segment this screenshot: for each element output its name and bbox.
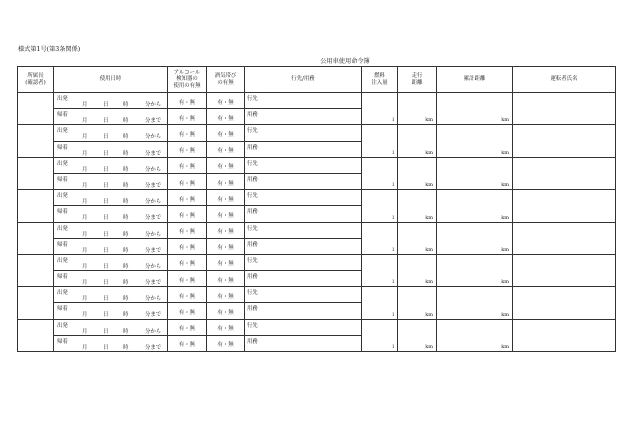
- depart-label: 出発: [57, 128, 68, 135]
- distance-cell[interactable]: km: [398, 93, 437, 125]
- distance-cell[interactable]: km: [398, 222, 437, 254]
- return-label: 帰着: [57, 274, 68, 281]
- hour-unit: 時: [123, 344, 129, 351]
- distance-cell[interactable]: km: [398, 190, 437, 222]
- breath-alcohol-return[interactable]: 有・無: [207, 141, 245, 157]
- cumulative-distance-cell[interactable]: km: [437, 190, 513, 222]
- minute-from-unit: 分から: [145, 134, 162, 141]
- fuel-cell[interactable]: l: [362, 190, 398, 222]
- depart-label: 出発: [57, 322, 68, 329]
- return-label: 帰着: [57, 338, 68, 345]
- day-unit: 日: [103, 166, 109, 173]
- breath-alcohol-depart[interactable]: 有・無: [207, 93, 245, 109]
- breath-alcohol-depart[interactable]: 有・無: [207, 287, 245, 303]
- day-unit: 日: [103, 344, 109, 351]
- hour-unit: 時: [123, 118, 129, 125]
- header-driver-name: 運転者氏名: [513, 67, 616, 93]
- return-label: 帰着: [57, 209, 68, 216]
- fuel-cell[interactable]: l: [362, 157, 398, 189]
- day-unit: 日: [103, 215, 109, 222]
- month-unit: 月: [82, 199, 88, 206]
- month-unit: 月: [82, 231, 88, 238]
- return-time-cell[interactable]: [54, 303, 168, 319]
- day-unit: 日: [103, 102, 109, 108]
- depart-time-cell[interactable]: [54, 222, 168, 238]
- cumulative-distance-cell[interactable]: km: [437, 157, 513, 189]
- cumulative-distance-cell[interactable]: km: [437, 125, 513, 157]
- alcohol-detector-return[interactable]: 有・無: [168, 173, 207, 189]
- hour-unit: 時: [123, 102, 129, 108]
- minute-from-unit: 分から: [145, 166, 162, 173]
- breath-alcohol-depart[interactable]: 有・無: [207, 254, 245, 270]
- month-unit: 月: [82, 263, 88, 270]
- alcohol-detector-depart[interactable]: 有・無: [168, 319, 207, 335]
- breath-alcohol-return[interactable]: 有・無: [207, 271, 245, 287]
- month-unit: 月: [82, 328, 88, 335]
- month-unit: 月: [82, 280, 88, 287]
- return-label: 帰着: [57, 112, 68, 119]
- day-unit: 日: [103, 280, 109, 287]
- entry-row-depart: [18, 93, 616, 109]
- breath-alcohol-depart[interactable]: 有・無: [207, 190, 245, 206]
- day-unit: 日: [103, 263, 109, 270]
- hour-unit: 時: [123, 231, 129, 238]
- return-label: 帰着: [57, 306, 68, 313]
- day-unit: 日: [103, 182, 109, 189]
- return-label: 帰着: [57, 144, 68, 151]
- day-unit: 日: [103, 199, 109, 206]
- errand-cell[interactable]: 用務: [245, 173, 362, 189]
- header-fuel: 燃料 注入量: [362, 67, 398, 93]
- breath-alcohol-return[interactable]: 有・無: [207, 206, 245, 222]
- minute-until-unit: 分まで: [145, 247, 162, 254]
- alcohol-detector-depart[interactable]: 有・無: [168, 222, 207, 238]
- driver-name-cell[interactable]: [513, 93, 616, 125]
- fuel-cell[interactable]: l: [362, 93, 398, 125]
- fuel-cell[interactable]: l: [362, 125, 398, 157]
- minute-from-unit: 分から: [145, 328, 162, 335]
- day-unit: 日: [103, 150, 109, 157]
- month-unit: 月: [82, 166, 88, 173]
- driver-name-cell[interactable]: [513, 125, 616, 157]
- driver-name-cell[interactable]: [513, 319, 616, 351]
- alcohol-detector-return[interactable]: 有・無: [168, 335, 207, 351]
- depart-label: 出発: [57, 193, 68, 200]
- return-time-cell[interactable]: [54, 109, 168, 125]
- alcohol-detector-return[interactable]: 有・無: [168, 206, 207, 222]
- hour-unit: 時: [123, 312, 129, 319]
- depart-time-cell[interactable]: [54, 157, 168, 173]
- depart-time-cell[interactable]: [54, 287, 168, 303]
- alcohol-detector-depart[interactable]: 有・無: [168, 287, 207, 303]
- hour-unit: 時: [123, 215, 129, 222]
- hour-unit: 時: [123, 134, 129, 141]
- fuel-cell[interactable]: l: [362, 222, 398, 254]
- minute-from-unit: 分から: [145, 231, 162, 238]
- day-unit: 日: [103, 134, 109, 141]
- hour-unit: 時: [123, 296, 129, 303]
- vehicle-usage-table: [17, 66, 616, 352]
- minute-until-unit: 分まで: [145, 118, 162, 125]
- hour-unit: 時: [123, 150, 129, 157]
- day-unit: 日: [103, 312, 109, 319]
- minute-from-unit: 分から: [145, 199, 162, 206]
- entry-row-depart: [18, 125, 616, 141]
- form-number: 様式第1号(第3条関係): [18, 46, 81, 53]
- return-time-cell[interactable]: [54, 271, 168, 287]
- distance-cell[interactable]: km: [398, 319, 437, 351]
- alcohol-detector-return[interactable]: 有・無: [168, 271, 207, 287]
- breath-alcohol-return[interactable]: 有・無: [207, 173, 245, 189]
- driver-name-cell[interactable]: [513, 222, 616, 254]
- destination-cell[interactable]: 行先: [245, 125, 362, 141]
- header-distance: 走行 距離: [398, 67, 437, 93]
- alcohol-detector-return[interactable]: 有・無: [168, 141, 207, 157]
- alcohol-detector-return[interactable]: 有・無: [168, 238, 207, 254]
- month-unit: 月: [82, 247, 88, 254]
- return-time-cell[interactable]: [54, 141, 168, 157]
- breath-alcohol-return[interactable]: 有・無: [207, 335, 245, 351]
- errand-cell[interactable]: 用務: [245, 206, 362, 222]
- supervisor-cell[interactable]: [18, 93, 54, 125]
- alcohol-detector-depart[interactable]: 有・無: [168, 190, 207, 206]
- hour-unit: 時: [123, 166, 129, 173]
- distance-cell[interactable]: km: [398, 157, 437, 189]
- month-unit: 月: [82, 296, 88, 303]
- day-unit: 日: [103, 247, 109, 254]
- errand-cell[interactable]: 用務: [245, 335, 362, 351]
- breath-alcohol-return[interactable]: 有・無: [207, 303, 245, 319]
- supervisor-cell[interactable]: [18, 222, 54, 254]
- supervisor-cell[interactable]: [18, 254, 54, 286]
- destination-cell[interactable]: 行先: [245, 222, 362, 238]
- alcohol-detector-depart[interactable]: 有・無: [168, 157, 207, 173]
- header-cumulative-distance: 累計距離: [437, 67, 513, 93]
- alcohol-detector-return[interactable]: 有・無: [168, 109, 207, 125]
- hour-unit: 時: [123, 182, 129, 189]
- breath-alcohol-depart[interactable]: 有・無: [207, 125, 245, 141]
- depart-time-cell[interactable]: [54, 190, 168, 206]
- errand-cell[interactable]: 用務: [245, 271, 362, 287]
- alcohol-detector-depart[interactable]: 有・無: [168, 125, 207, 141]
- fuel-cell[interactable]: l: [362, 287, 398, 319]
- depart-label: 出発: [57, 290, 68, 297]
- minute-from-unit: 分から: [145, 296, 162, 303]
- depart-label: 出発: [57, 225, 68, 232]
- supervisor-cell[interactable]: [18, 157, 54, 189]
- depart-time-cell[interactable]: [54, 254, 168, 270]
- distance-cell[interactable]: km: [398, 254, 437, 286]
- driver-name-cell[interactable]: [513, 287, 616, 319]
- alcohol-detector-return[interactable]: 有・無: [168, 303, 207, 319]
- supervisor-cell[interactable]: [18, 287, 54, 319]
- return-label: 帰着: [57, 176, 68, 183]
- destination-cell[interactable]: 行先: [245, 157, 362, 173]
- destination-cell[interactable]: 行先: [245, 319, 362, 335]
- minute-from-unit: 分から: [145, 263, 162, 270]
- minute-until-unit: 分まで: [145, 312, 162, 319]
- distance-cell[interactable]: km: [398, 287, 437, 319]
- return-time-cell[interactable]: [54, 335, 168, 351]
- header-usage-datetime: 使用日時: [54, 67, 168, 93]
- cumulative-distance-cell[interactable]: km: [437, 287, 513, 319]
- destination-cell[interactable]: 行先: [245, 254, 362, 270]
- month-unit: 月: [82, 215, 88, 222]
- driver-name-cell[interactable]: [513, 157, 616, 189]
- minute-until-unit: 分まで: [145, 182, 162, 189]
- breath-alcohol-return[interactable]: 有・無: [207, 109, 245, 125]
- supervisor-cell[interactable]: [18, 125, 54, 157]
- depart-time-cell[interactable]: [54, 319, 168, 335]
- depart-label: 出発: [57, 160, 68, 167]
- entry-row-depart: [18, 222, 616, 238]
- minute-from-unit: 分から: [145, 102, 162, 108]
- fuel-cell[interactable]: l: [362, 254, 398, 286]
- month-unit: 月: [82, 118, 88, 125]
- day-unit: 日: [103, 118, 109, 125]
- month-unit: 月: [82, 344, 88, 351]
- return-label: 帰着: [57, 241, 68, 248]
- cumulative-distance-cell[interactable]: km: [437, 319, 513, 351]
- destination-cell[interactable]: 行先: [245, 190, 362, 206]
- supervisor-cell[interactable]: [18, 190, 54, 222]
- entry-row-depart: [18, 287, 616, 303]
- hour-unit: 時: [123, 280, 129, 287]
- return-time-cell[interactable]: [54, 238, 168, 254]
- minute-until-unit: 分まで: [145, 280, 162, 287]
- minute-until-unit: 分まで: [145, 344, 162, 351]
- hour-unit: 時: [123, 328, 129, 335]
- header-alcohol-detector: アルコール 検知器の 使用の有無: [168, 67, 207, 93]
- return-time-cell[interactable]: [54, 206, 168, 222]
- distance-cell[interactable]: km: [398, 125, 437, 157]
- depart-label: 出発: [57, 257, 68, 264]
- hour-unit: 時: [123, 247, 129, 254]
- destination-cell[interactable]: 行先: [245, 93, 362, 109]
- return-time-cell[interactable]: [54, 173, 168, 189]
- errand-cell[interactable]: 用務: [245, 303, 362, 319]
- entry-row-depart: [18, 254, 616, 270]
- month-unit: 月: [82, 182, 88, 189]
- depart-time-cell[interactable]: [54, 93, 168, 109]
- breath-alcohol-return[interactable]: 有・無: [207, 238, 245, 254]
- day-unit: 日: [103, 328, 109, 335]
- month-unit: 月: [82, 150, 88, 157]
- month-unit: 月: [82, 102, 88, 108]
- minute-until-unit: 分まで: [145, 150, 162, 157]
- hour-unit: 時: [123, 199, 129, 206]
- breath-alcohol-depart[interactable]: 有・無: [207, 222, 245, 238]
- depart-time-cell[interactable]: [54, 125, 168, 141]
- breath-alcohol-depart[interactable]: 有・無: [207, 319, 245, 335]
- cumulative-distance-cell[interactable]: km: [437, 93, 513, 125]
- entry-row-depart: [18, 190, 616, 206]
- breath-alcohol-depart[interactable]: 有・無: [207, 157, 245, 173]
- depart-label: 出発: [57, 96, 68, 102]
- day-unit: 日: [103, 231, 109, 238]
- day-unit: 日: [103, 296, 109, 303]
- hour-unit: 時: [123, 263, 129, 270]
- document-title: 公用車使用命令簿: [320, 58, 370, 65]
- minute-until-unit: 分まで: [145, 215, 162, 222]
- header-breath-alcohol: 酒気帯び の有無: [207, 67, 245, 93]
- supervisor-cell[interactable]: [18, 319, 54, 351]
- entry-row-depart: [18, 157, 616, 173]
- header-row: [18, 67, 616, 93]
- header-supervisor: 所属長 (確認者): [18, 67, 54, 93]
- month-unit: 月: [82, 312, 88, 319]
- entry-row-depart: [18, 319, 616, 335]
- alcohol-detector-depart[interactable]: 有・無: [168, 93, 207, 109]
- errand-cell[interactable]: 用務: [245, 238, 362, 254]
- driver-name-cell[interactable]: [513, 190, 616, 222]
- fuel-cell[interactable]: l: [362, 319, 398, 351]
- header-destination: 行先/用務: [245, 67, 362, 93]
- month-unit: 月: [82, 134, 88, 141]
- errand-cell[interactable]: 用務: [245, 109, 362, 125]
- driver-name-cell[interactable]: [513, 254, 616, 286]
- alcohol-detector-depart[interactable]: 有・無: [168, 254, 207, 270]
- cumulative-distance-cell[interactable]: km: [437, 254, 513, 286]
- destination-cell[interactable]: 行先: [245, 287, 362, 303]
- cumulative-distance-cell[interactable]: km: [437, 222, 513, 254]
- errand-cell[interactable]: 用務: [245, 141, 362, 157]
